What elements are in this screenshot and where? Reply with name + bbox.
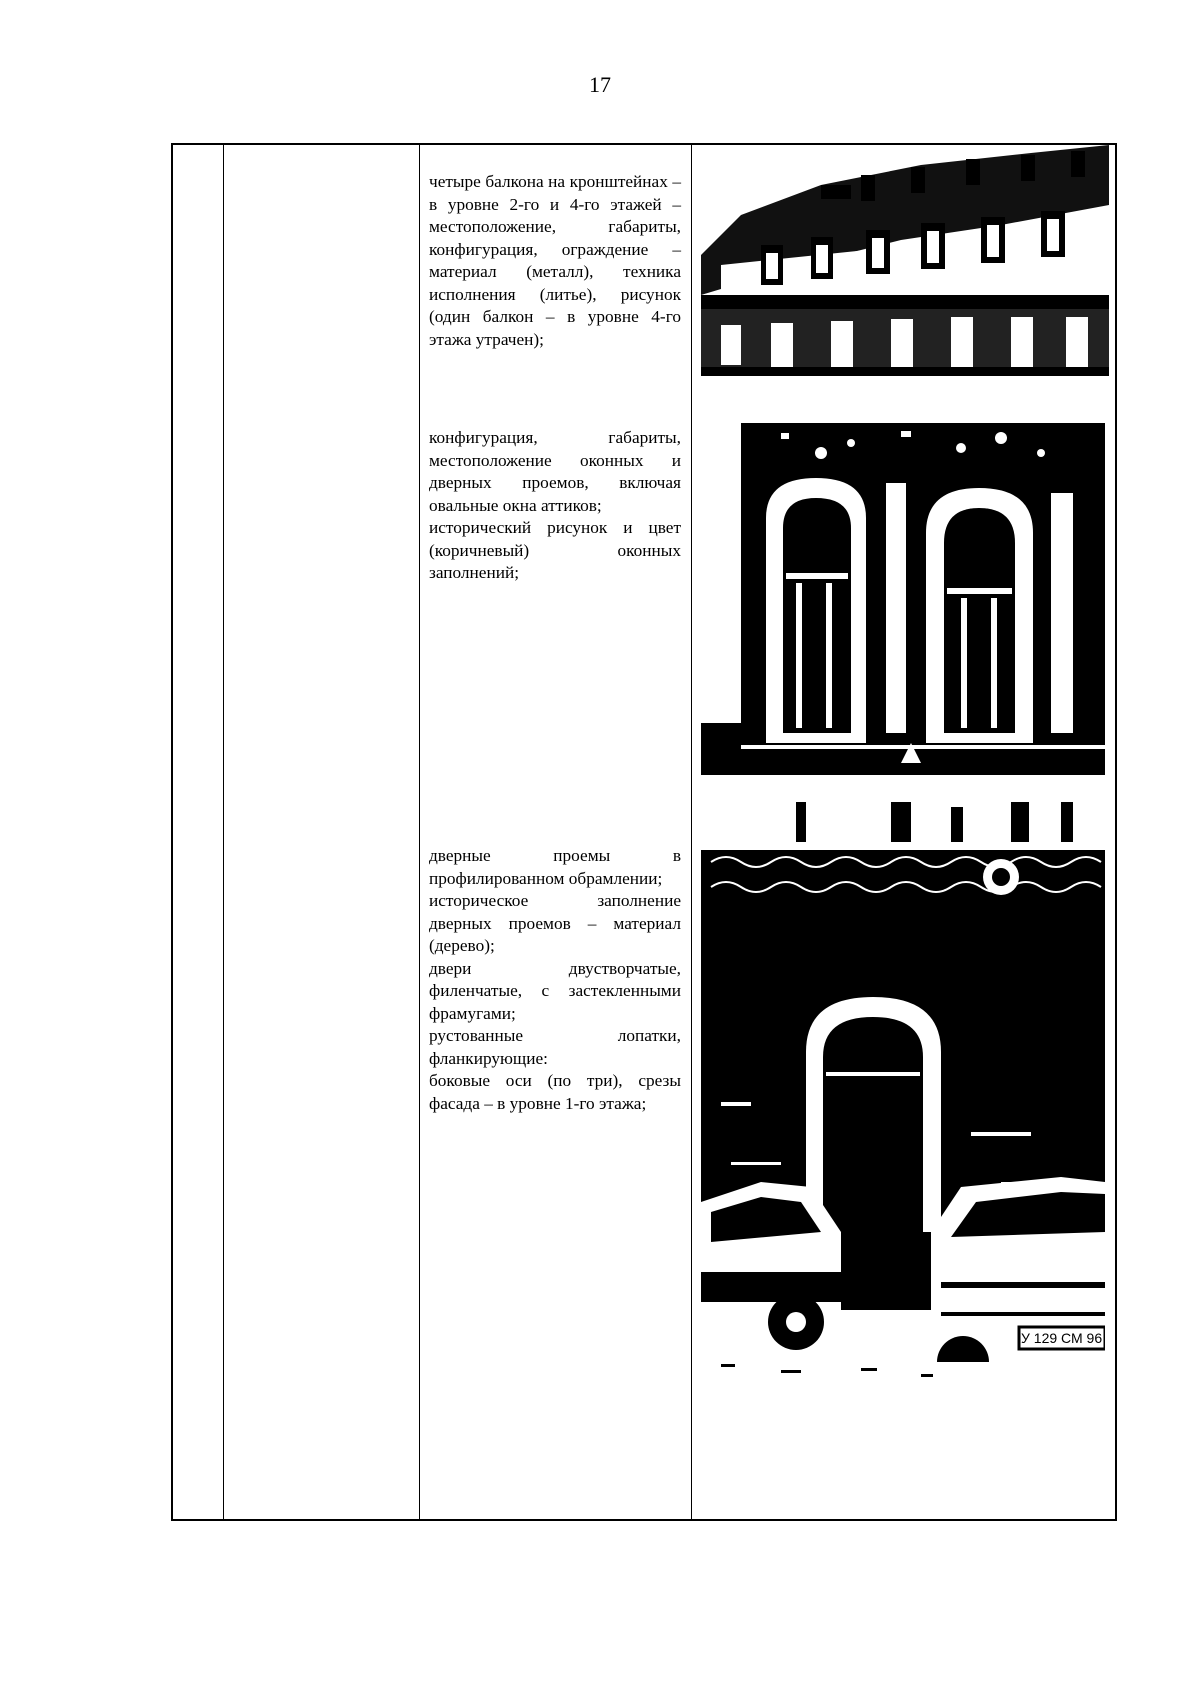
row-2-paragraph: конфигурация, габариты, местоположение оконных и дверных проемов, включая овальные окна аттиков; <box>429 428 681 515</box>
row-3-paragraph: историческое заполнение дверных проемов – материал (дерево); <box>429 891 681 955</box>
row-3-paragraph: двери двустворчатые, филенчатые, с застекленными фрамугами; <box>429 958 681 1023</box>
arched-windows-photo <box>701 423 1105 775</box>
column-divider <box>223 145 224 1519</box>
row-3-paragraph: боковые оси (по три), срезы фасада – в уровне 1-го этажа; <box>429 1071 681 1113</box>
column-divider <box>419 145 420 1519</box>
column-divider <box>691 145 692 1519</box>
building-facade-balconies-photo <box>701 145 1109 376</box>
row-2-description <box>429 427 681 585</box>
row-3-paragraph: рустованные лопатки, фланкирующие: <box>429 1026 681 1068</box>
row-2-paragraph: исторический рисунок и цвет (коричневый) оконных заполнений; <box>429 518 681 582</box>
row-1-paragraph: четыре балкона на кронштейнах – в уровне 2-го и 4-го этажей – местоположение, габариты, конфигурация, ограждение – материал (металл), техника исполнения (литье), рисунок (один балкон – в уровне 4-го этажа утрачен); <box>429 172 681 349</box>
entrance-door-photo <box>701 802 1105 1402</box>
row-3-description <box>429 845 681 1115</box>
page-number: 17 <box>589 72 611 97</box>
license-plate: У 129 СМ 96 <box>1021 1330 1103 1346</box>
row-1-description <box>429 171 681 351</box>
row-3-paragraph: дверные проемы в профилированном обрамлении; <box>429 846 681 888</box>
heritage-table <box>171 143 1117 1521</box>
